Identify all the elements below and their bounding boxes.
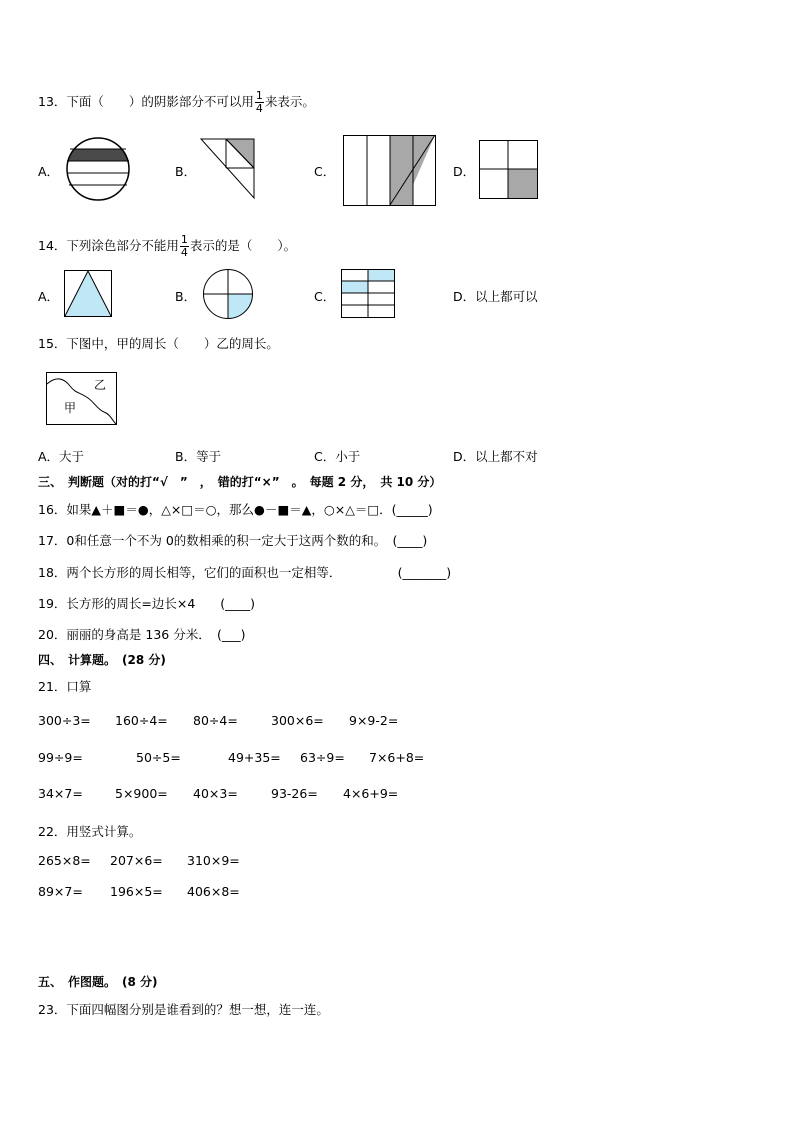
calc-item: 40×3=	[193, 786, 238, 801]
q14-text-before: 14．下列涂色部分不能用	[38, 238, 179, 253]
question-17: 17．0和任意一个不为 0的数相乘的积一定大于这两个数的和。 (____)	[38, 533, 428, 548]
calc-item: 406×8=	[187, 884, 240, 899]
question-18: 18．两个长方形的周长相等，它们的面积也一定相等． (_______)	[38, 565, 452, 580]
calc-item: 49+35=	[228, 750, 281, 765]
q15-label-jia: 甲	[64, 401, 77, 415]
question-13	[38, 90, 315, 115]
q15-option-a: A．大于	[38, 449, 85, 464]
q13-option-c-label: C．	[314, 164, 336, 179]
calc-item: 50÷5=	[136, 750, 181, 765]
calc-item: 9×9-2=	[349, 713, 399, 728]
question-16: 16．如果▲＋■＝●，△×□＝○，那么●－■＝▲，○×△＝□．(_____)	[38, 502, 433, 517]
calc-item: 99÷9=	[38, 750, 83, 765]
q15-label-yi: 乙	[94, 378, 107, 392]
question-19: 19．长方形的周长=边长×4 (____)	[38, 596, 256, 611]
fraction-one-quarter: $\frac{1}{4}$	[255, 89, 263, 115]
question-21-title: 21．口算	[38, 679, 92, 694]
q14-grid-figure	[341, 269, 397, 319]
q13-circle-figure	[66, 137, 132, 203]
question-23: 23．下面四幅图分别是谁看到的？想一想，连一连。	[38, 1002, 329, 1017]
q14-option-b-label: B．	[175, 289, 197, 304]
fraction-one-quarter: $\frac{1}{4}$	[180, 233, 188, 259]
calc-item: 63÷9=	[300, 750, 345, 765]
question-22-title: 22．用竖式计算。	[38, 824, 142, 839]
q13-text-after: 来表示。	[264, 94, 315, 109]
calc-item: 4×6+9=	[343, 786, 399, 801]
calc-item: 310×9=	[187, 853, 240, 868]
section-3-heading: 三、 判断题（对的打“√ ” ， 错的打“×” 。 每题 2 分， 共 10 分）	[38, 475, 442, 489]
q15-perimeter-figure	[46, 372, 118, 426]
q15-option-c: C．小于	[314, 449, 361, 464]
q14-option-d-label: D．以上都可以	[453, 289, 538, 304]
calc-item: 196×5=	[110, 884, 163, 899]
q13-rectangle-figure	[343, 135, 437, 207]
question-20: 20．丽丽的身高是 136 分米． (___)	[38, 627, 246, 642]
calc-item: 160÷4=	[115, 713, 168, 728]
calc-item: 300÷3=	[38, 713, 91, 728]
q15-option-d: D．以上都不对	[453, 449, 538, 464]
section-5-heading: 五、 作图题。 (8 分)	[38, 975, 158, 989]
calc-item: 93-26=	[271, 786, 318, 801]
q14-square-triangle-figure	[64, 270, 114, 318]
q14-circle-quarter-figure	[203, 269, 255, 321]
q13-triangle-figure	[200, 138, 260, 200]
question-15: 15．下图中，甲的周长（ ）乙的周长。	[38, 336, 279, 351]
q14-option-a-label: A．	[38, 289, 60, 304]
q14-option-c-label: C．	[314, 289, 336, 304]
section-4-heading: 四、 计算题。 (28 分)	[38, 653, 166, 667]
calc-item: 265×8=	[38, 853, 91, 868]
q13-square-grid-figure	[479, 140, 539, 200]
q13-option-a-label: A．	[38, 164, 60, 179]
question-14	[38, 234, 296, 259]
q15-option-b: B．等于	[175, 449, 222, 464]
q13-text-before: 13．下面（ ）的阴影部分不可以用	[38, 94, 254, 109]
q13-option-b-label: B．	[175, 164, 197, 179]
calc-item: 89×7=	[38, 884, 83, 899]
q14-text-after: 表示的是（ ）。	[189, 238, 297, 253]
q13-option-d-label: D．	[453, 164, 476, 179]
calc-item: 300×6=	[271, 713, 324, 728]
calc-item: 34×7=	[38, 786, 83, 801]
calc-item: 5×900=	[115, 786, 168, 801]
calc-item: 7×6+8=	[369, 750, 425, 765]
calc-item: 207×6=	[110, 853, 163, 868]
calc-item: 80÷4=	[193, 713, 238, 728]
